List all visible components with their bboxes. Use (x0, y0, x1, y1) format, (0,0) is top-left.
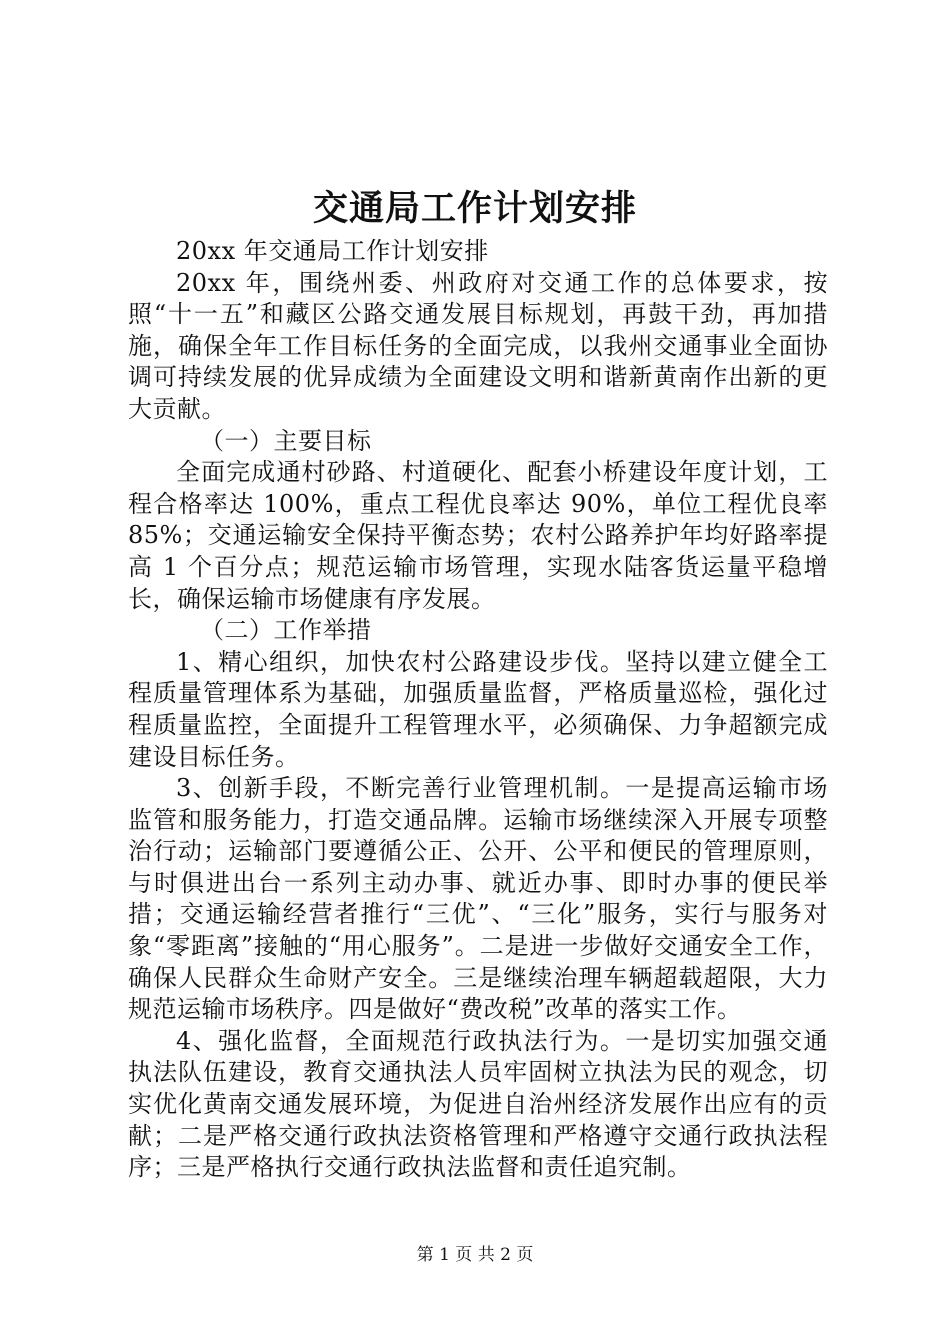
section-heading-main-goals: （一）主要目标 (200, 426, 372, 455)
section-heading-work-measures: （二）工作举措 (200, 616, 372, 645)
paragraph-main-goals: 全面完成通村砂路、村道硬化、配套小桥建设年度计划，工程合格率达 100%，重点工程优良率达 90%，单位工程优良率 85%；交通运输安全保持平衡态势；农村公路养护年均好路率提高 1 个百分点；规范运输市场管理，实现水陆客货运量平稳增长，确保运输市场健康有序发展。 (128, 458, 828, 613)
document-body (128, 236, 828, 1184)
paragraph-measure-4: 4、强化监督，全面规范行政执法行为。一是切实加强交通执法队伍建设，教育交通执法人员牢固树立执法为民的观念，切实优化黄南交通发展环境，为促进自治州经济发展作出应有的贡献；二是严格交通行政执法资格管理和严格遵守交通行政执法程序；三是严格执行交通行政执法监督和责任追究制。 (128, 1026, 828, 1182)
paragraph-measure-3: 3、创新手段，不断完善行业管理机制。一是提高运输市场监管和服务能力，打造交通品牌。运输市场继续深入开展专项整治行动；运输部门要遵循公正、公开、公平和便民的管理原则，与时俱进出台一系列主动办事、就近办事、即时办事的便民举措；交通运输经营者推行“三优”、“三化”服务，实行与服务对象“零距离”接触的“用心服务”。二是进一步做好交通安全工作，确保人民群众生命财产安全。三是继续治理车辆超载超限，大力规范运输市场秩序。四是做好“费改税”改革的落实工作。 (128, 774, 828, 1024)
paragraph-subtitle: 20xx 年交通局工作计划安排 (176, 237, 489, 265)
paragraph-measure-1: 1、精心组织，加快农村公路建设步伐。坚持以建立健全工程质量管理体系为基础，加强质量监督，严格质量巡检，强化过程质量监控，全面提升工程管理水平，必须确保、力争超额完成建设目标任务。 (128, 647, 828, 771)
page-number-footer: 第 1 页 共 2 页 (416, 1245, 534, 1265)
paragraph-intro: 20xx 年，围绕州委、州政府对交通工作的总体要求，按照“十一五”和藏区公路交通发展目标规划，再鼓干劲，再加措施，确保全年工作目标任务的全面完成，以我州交通事业全面协调可持续发展的优异成绩为全面建设文明和谐新黄南作出新的更大贡献。 (128, 268, 828, 423)
document-title: 交通局工作计划安排 (312, 188, 637, 229)
